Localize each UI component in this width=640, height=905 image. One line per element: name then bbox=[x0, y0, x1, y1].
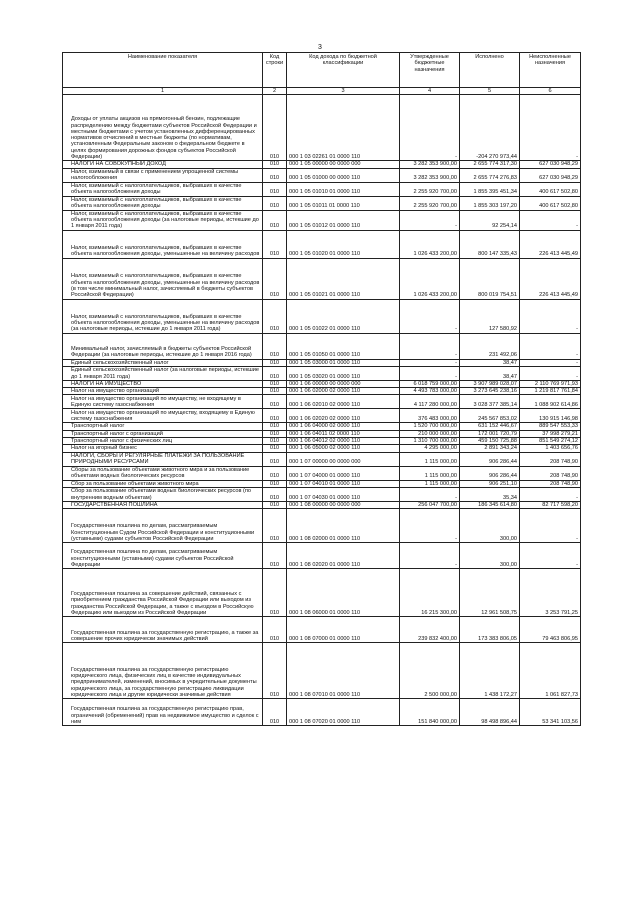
row-kbk: 000 1 06 00000 00 0000 000 bbox=[287, 380, 400, 387]
row-plan: 2 255 920 700,00 bbox=[400, 196, 460, 210]
table-row bbox=[63, 299, 581, 333]
row-code: 010 bbox=[263, 161, 287, 168]
row-done: 800 019 754,51 bbox=[460, 258, 520, 299]
row-name-text: Транспортный налог с физических лиц bbox=[71, 438, 173, 445]
row-kbk: 000 1 05 03000 01 0000 110 bbox=[287, 359, 400, 366]
col-number: 3 bbox=[287, 88, 400, 95]
row-rest: 208 748,90 bbox=[520, 480, 581, 487]
row-name bbox=[63, 543, 263, 569]
col-header-rest: Неисполненные назначения bbox=[520, 53, 581, 88]
row-plan: 210 000 000,00 bbox=[400, 430, 460, 437]
row-plan: - bbox=[400, 210, 460, 230]
row-rest: - bbox=[520, 359, 581, 366]
row-kbk: 000 1 03 02261 01 0000 110 bbox=[287, 95, 400, 161]
row-done: 459 150 725,88 bbox=[460, 438, 520, 445]
row-plan: 1 520 700 000,00 bbox=[400, 423, 460, 430]
row-code: 010 bbox=[263, 182, 287, 196]
row-rest: 226 413 445,49 bbox=[520, 230, 581, 258]
row-done: 800 147 335,43 bbox=[460, 230, 520, 258]
row-rest: - bbox=[520, 95, 581, 161]
row-rest: 130 915 146,98 bbox=[520, 409, 581, 423]
revenue-table bbox=[62, 52, 581, 726]
row-done: 1 855 395 451,34 bbox=[460, 182, 520, 196]
row-rest: 400 617 502,80 bbox=[520, 196, 581, 210]
row-rest: 627 030 948,29 bbox=[520, 161, 581, 168]
row-name bbox=[63, 210, 263, 230]
col-number: 5 bbox=[460, 88, 520, 95]
row-code: 010 bbox=[263, 569, 287, 617]
row-plan: 1 115 000,00 bbox=[400, 466, 460, 480]
table-row bbox=[63, 230, 581, 258]
row-rest: 627 030 948,29 bbox=[520, 168, 581, 182]
row-name bbox=[63, 366, 263, 380]
row-name-text: Государственная пошлина по делам, рассматриваемым Конституционным Судом Российской Федерации и конституционными (уставными) судами субъектов Российской Федерации bbox=[71, 523, 255, 542]
row-plan: - bbox=[400, 487, 460, 501]
table-row bbox=[63, 423, 581, 430]
row-code: 010 bbox=[263, 480, 287, 487]
row-rest: 1 088 902 614,86 bbox=[520, 395, 581, 409]
page-number: 3 bbox=[318, 44, 322, 51]
row-name-text: Единый сельскохозяйственный налог bbox=[71, 359, 169, 366]
row-kbk: 000 1 05 01011 01 0000 110 bbox=[287, 196, 400, 210]
row-code: 010 bbox=[263, 196, 287, 210]
col-header-plan: Утвержденные бюджетные назначения bbox=[400, 53, 460, 88]
row-kbk: 000 1 08 00000 00 0000 000 bbox=[287, 501, 400, 508]
row-code: 010 bbox=[263, 643, 287, 699]
row-plan: 1 026 433 200,00 bbox=[400, 230, 460, 258]
col-header-kbk: Код дохода по бюджетной классификации bbox=[287, 53, 400, 88]
row-plan: 16 215 300,00 bbox=[400, 569, 460, 617]
row-code: 010 bbox=[263, 487, 287, 501]
row-name bbox=[63, 196, 263, 210]
table-row bbox=[63, 543, 581, 569]
row-plan: 2 255 920 700,00 bbox=[400, 182, 460, 196]
row-kbk: 000 1 05 03020 01 0000 110 bbox=[287, 366, 400, 380]
row-kbk: 000 1 05 01050 01 0000 110 bbox=[287, 333, 400, 359]
row-name-text: Налог, взимаемый с налогоплательщиков, выбравших в качестве объекта налогообложения доходы, уменьшенные на величину расходов bbox=[71, 245, 260, 258]
row-plan: - bbox=[400, 299, 460, 333]
row-name-text: НАЛОГИ НА ИМУЩЕСТВО bbox=[71, 380, 142, 387]
row-name bbox=[63, 161, 263, 168]
row-name-text: Налог на игорный бизнес bbox=[71, 445, 137, 452]
row-done: 1 855 303 197,20 bbox=[460, 196, 520, 210]
row-code: 010 bbox=[263, 366, 287, 380]
col-header-code: Код строки bbox=[263, 53, 287, 88]
row-name bbox=[63, 430, 263, 437]
row-name-text: Налог, взимаемый с налогоплательщиков, выбравших в качестве объекта налогообложения доходы (за налоговые периоды, истекшие до 1 января 2011 года) bbox=[71, 210, 259, 230]
row-code: 010 bbox=[263, 452, 287, 466]
row-kbk: 000 1 07 00000 00 0000 000 bbox=[287, 452, 400, 466]
col-number: 4 bbox=[400, 88, 460, 95]
row-name bbox=[63, 445, 263, 452]
row-rest: 79 463 806,95 bbox=[520, 617, 581, 643]
table-row bbox=[63, 168, 581, 182]
row-done: 98 498 896,44 bbox=[460, 699, 520, 726]
row-name bbox=[63, 487, 263, 501]
row-code: 010 bbox=[263, 617, 287, 643]
row-code: 010 bbox=[263, 333, 287, 359]
row-kbk: 000 1 07 04030 01 0000 110 bbox=[287, 487, 400, 501]
row-name-text: Налог на имущество организаций по имуществу, не входящему в Единую систему газоснабжения bbox=[71, 395, 241, 409]
row-code: 010 bbox=[263, 430, 287, 437]
row-name bbox=[63, 643, 263, 699]
row-plan: - bbox=[400, 509, 460, 543]
table-row bbox=[63, 699, 581, 726]
row-name bbox=[63, 480, 263, 487]
row-plan: 376 483 000,00 bbox=[400, 409, 460, 423]
row-plan: 1 115 000,00 bbox=[400, 452, 460, 466]
row-done: 2 891 343,24 bbox=[460, 445, 520, 452]
table-row bbox=[63, 501, 581, 508]
row-kbk: 000 1 07 04010 01 0000 110 bbox=[287, 480, 400, 487]
row-rest: 2 110 769 971,93 bbox=[520, 380, 581, 387]
row-code: 010 bbox=[263, 438, 287, 445]
row-name-text: Государственная пошлина за совершение действий, связанных с приобретением гражданства Российской Федерации или выходом из гражданства Российской Федерации, а также с въездом в Российскую Федерацию или выездом из Российской Федерации bbox=[71, 591, 254, 616]
row-kbk: 000 1 08 06000 01 0000 110 bbox=[287, 569, 400, 617]
col-number: 1 bbox=[63, 88, 263, 95]
row-plan: - bbox=[400, 543, 460, 569]
row-code: 010 bbox=[263, 509, 287, 543]
row-name-text: Единый сельскохозяйственный налог (за налоговые периоды, истекшие до 1 января 2011 года) bbox=[71, 367, 260, 380]
row-rest: - bbox=[520, 366, 581, 380]
row-code: 010 bbox=[263, 380, 287, 387]
table-row bbox=[63, 95, 581, 161]
row-name-text: ГОСУДАРСТВЕННАЯ ПОШЛИНА bbox=[71, 501, 158, 508]
table-row bbox=[63, 466, 581, 480]
table-row bbox=[63, 438, 581, 445]
row-kbk: 000 1 05 01010 01 0000 110 bbox=[287, 182, 400, 196]
row-name-text: Доходы от уплаты акцизов на прямогонный бензин, подлежащие распределению между бюджетами субъектов Российской Федерации и местными бюджетами с учетом установленных дифференцированных нормативов отчислений в местные бюджеты (по нормативам, установленным Федеральным законом о федеральном бюджете в целях формирования дорожных фондов субъектов Российской Федерации) bbox=[71, 116, 257, 160]
row-name-text: Сбор за пользование объектами водных биологических ресурсов (по внутренним водным объектам) bbox=[71, 488, 251, 501]
row-code: 010 bbox=[263, 210, 287, 230]
row-kbk: 000 1 08 07020 01 0000 110 bbox=[287, 699, 400, 726]
table-row bbox=[63, 258, 581, 299]
row-name-text: Транспортный налог bbox=[71, 423, 125, 430]
table-row bbox=[63, 196, 581, 210]
row-name bbox=[63, 617, 263, 643]
row-code: 010 bbox=[263, 95, 287, 161]
col-number: 2 bbox=[263, 88, 287, 95]
row-name bbox=[63, 380, 263, 387]
row-rest: - bbox=[520, 333, 581, 359]
row-rest: - bbox=[520, 299, 581, 333]
row-kbk: 000 1 06 02010 02 0000 110 bbox=[287, 395, 400, 409]
row-rest: 400 617 502,80 bbox=[520, 182, 581, 196]
row-name bbox=[63, 438, 263, 445]
row-kbk: 000 1 08 07000 01 0000 110 bbox=[287, 617, 400, 643]
row-done: 127 580,92 bbox=[460, 299, 520, 333]
table-row bbox=[63, 210, 581, 230]
column-number-row bbox=[63, 88, 581, 95]
row-name-text: Налог, взимаемый с налогоплательщиков, выбравших в качестве объекта налогообложения доходы, уменьшенные на величину расходов (за налоговые периоды, истекшие до 1 января 2011 года) bbox=[71, 313, 260, 333]
table-row bbox=[63, 380, 581, 387]
row-name-text: Налог, взимаемый с налогоплательщиков, выбравших в качестве объекта налогообложения доходы bbox=[71, 183, 242, 196]
table-header-row bbox=[63, 53, 581, 88]
row-kbk: 000 1 06 05000 02 0000 110 bbox=[287, 445, 400, 452]
table-row bbox=[63, 409, 581, 423]
row-code: 010 bbox=[263, 168, 287, 182]
row-kbk: 000 1 06 02020 02 0000 110 bbox=[287, 409, 400, 423]
row-code: 010 bbox=[263, 423, 287, 430]
row-code: 010 bbox=[263, 445, 287, 452]
table-row bbox=[63, 452, 581, 466]
row-kbk: 000 1 05 00000 00 0000 000 bbox=[287, 161, 400, 168]
row-name-text: Налог, взимаемый в связи с применением упрощенной системы налогообложения bbox=[71, 169, 239, 182]
row-rest: 1 219 817 761,84 bbox=[520, 388, 581, 395]
row-kbk: 000 1 05 01022 01 0000 110 bbox=[287, 299, 400, 333]
row-name bbox=[63, 299, 263, 333]
row-name bbox=[63, 501, 263, 508]
row-code: 010 bbox=[263, 359, 287, 366]
table-row bbox=[63, 359, 581, 366]
row-name-text: Государственная пошлина за государственную регистрацию, а также за совершение прочих юридически значимых действий bbox=[71, 629, 259, 642]
row-code: 010 bbox=[263, 230, 287, 258]
row-rest: 889 547 553,33 bbox=[520, 423, 581, 430]
row-kbk: 000 1 08 02000 01 0000 110 bbox=[287, 509, 400, 543]
row-rest: 208 748,90 bbox=[520, 466, 581, 480]
col-header-done: Исполнено bbox=[460, 53, 520, 88]
row-plan: 3 282 353 900,00 bbox=[400, 168, 460, 182]
row-plan: - bbox=[400, 366, 460, 380]
row-name-text: Налог, взимаемый с налогоплательщиков, выбравших в качестве объекта налогообложения доходы, уменьшенные на величину расходов (в том числе минимальный налог, зачисляемый в бюджеты субъектов Российской Федерации) bbox=[71, 273, 260, 299]
row-done: 3 907 989 028,07 bbox=[460, 380, 520, 387]
row-name bbox=[63, 699, 263, 726]
row-name-text: Налог, взимаемый с налогоплательщиков, выбравших в качестве объекта налогообложения доходы bbox=[71, 197, 242, 210]
row-rest: 37 998 279,21 bbox=[520, 430, 581, 437]
row-done: 231 492,06 bbox=[460, 333, 520, 359]
row-done: 906 286,44 bbox=[460, 452, 520, 466]
row-kbk: 000 1 05 01000 00 0000 110 bbox=[287, 168, 400, 182]
row-name-text: Государственная пошлина за государственную регистрацию юридического лица, физических лиц в качестве индивидуальных предпринимателей, изменений, вносимых в учредительные документы юридического лица, за государственную регистрацию ликвидации юридического лица и другие юридически значимые действия bbox=[71, 666, 257, 698]
row-name bbox=[63, 359, 263, 366]
row-rest: 1 061 827,73 bbox=[520, 643, 581, 699]
row-name bbox=[63, 569, 263, 617]
row-name bbox=[63, 409, 263, 423]
row-code: 010 bbox=[263, 409, 287, 423]
row-name-text: Государственная пошлина за государственную регистрацию прав, ограничений (обременений) прав на недвижимое имущество и сделок с ним bbox=[71, 706, 259, 725]
table-row bbox=[63, 430, 581, 437]
row-plan: 4 295 000,00 bbox=[400, 445, 460, 452]
row-done: 631 152 446,67 bbox=[460, 423, 520, 430]
row-kbk: 000 1 06 04000 02 0000 110 bbox=[287, 423, 400, 430]
row-rest: - bbox=[520, 487, 581, 501]
row-plan: 256 047 700,00 bbox=[400, 501, 460, 508]
row-name-text: Государственная пошлина по делам, рассматриваемым конституционными (уставными) судами субъектов Российской Федерации bbox=[71, 549, 234, 568]
row-kbk: 000 1 08 02020 01 0000 110 bbox=[287, 543, 400, 569]
table-row bbox=[63, 617, 581, 643]
row-plan: 6 018 759 000,00 bbox=[400, 380, 460, 387]
row-done: 38,47 bbox=[460, 366, 520, 380]
row-kbk: 000 1 06 04012 02 0000 110 bbox=[287, 438, 400, 445]
col-header-name: Наименование показателя bbox=[63, 53, 263, 88]
row-plan: - bbox=[400, 95, 460, 161]
table-row bbox=[63, 182, 581, 196]
row-done: 2 655 774 276,83 bbox=[460, 168, 520, 182]
row-name-text: Сбор за пользование объектами животного мира bbox=[71, 480, 199, 487]
row-plan: 1 115 000,00 bbox=[400, 480, 460, 487]
row-done: 172 001 720,79 bbox=[460, 430, 520, 437]
row-rest: 226 413 445,49 bbox=[520, 258, 581, 299]
row-kbk: 000 1 08 07010 01 0000 110 bbox=[287, 643, 400, 699]
row-code: 010 bbox=[263, 395, 287, 409]
row-plan: 1 026 433 200,00 bbox=[400, 258, 460, 299]
table-row bbox=[63, 366, 581, 380]
row-done: 3 273 645 238,16 bbox=[460, 388, 520, 395]
row-done: -204 270 973,44 bbox=[460, 95, 520, 161]
row-rest: - bbox=[520, 543, 581, 569]
row-name bbox=[63, 423, 263, 430]
row-plan: 1 310 700 000,00 bbox=[400, 438, 460, 445]
row-plan: 239 832 400,00 bbox=[400, 617, 460, 643]
row-kbk: 000 1 05 01012 01 0000 110 bbox=[287, 210, 400, 230]
row-name bbox=[63, 466, 263, 480]
row-done: 300,00 bbox=[460, 543, 520, 569]
row-name bbox=[63, 333, 263, 359]
row-plan: 3 282 353 900,00 bbox=[400, 161, 460, 168]
row-done: 12 961 508,75 bbox=[460, 569, 520, 617]
row-plan: 151 840 000,00 bbox=[400, 699, 460, 726]
row-kbk: 000 1 05 01020 01 0000 110 bbox=[287, 230, 400, 258]
col-number: 6 bbox=[520, 88, 581, 95]
row-name bbox=[63, 395, 263, 409]
row-code: 010 bbox=[263, 543, 287, 569]
row-name bbox=[63, 509, 263, 543]
table-row bbox=[63, 569, 581, 617]
row-done: 35,34 bbox=[460, 487, 520, 501]
table-row bbox=[63, 333, 581, 359]
row-rest: - bbox=[520, 509, 581, 543]
table-row bbox=[63, 388, 581, 395]
row-done: 3 028 377 385,14 bbox=[460, 395, 520, 409]
row-done: 92 254,14 bbox=[460, 210, 520, 230]
row-plan: 4 117 280 000,00 bbox=[400, 395, 460, 409]
row-kbk: 000 1 06 04011 02 0000 110 bbox=[287, 430, 400, 437]
row-plan: 4 493 783 000,00 bbox=[400, 388, 460, 395]
row-code: 010 bbox=[263, 466, 287, 480]
row-rest: 851 549 274,12 bbox=[520, 438, 581, 445]
row-done: 906 251,10 bbox=[460, 480, 520, 487]
row-name-text: НАЛОГИ НА СОВОКУПНЫЙ ДОХОД bbox=[71, 161, 166, 168]
row-code: 010 bbox=[263, 501, 287, 508]
row-kbk: 000 1 05 01021 01 0000 110 bbox=[287, 258, 400, 299]
row-kbk: 000 1 07 04000 01 0000 110 bbox=[287, 466, 400, 480]
row-name-text: НАЛОГИ, СБОРЫ И РЕГУЛЯРНЫЕ ПЛАТЕЖИ ЗА ПОЛЬЗОВАНИЕ ПРИРОДНЫМИ РЕСУРСАМИ bbox=[71, 453, 245, 466]
row-name-text: Транспортный налог с организаций bbox=[71, 430, 163, 437]
table-row bbox=[63, 445, 581, 452]
row-rest: 1 403 656,76 bbox=[520, 445, 581, 452]
table-row bbox=[63, 480, 581, 487]
row-name bbox=[63, 388, 263, 395]
row-done: 906 286,44 bbox=[460, 466, 520, 480]
row-name bbox=[63, 182, 263, 196]
row-plan: - bbox=[400, 333, 460, 359]
row-name bbox=[63, 452, 263, 466]
row-done: 173 383 806,05 bbox=[460, 617, 520, 643]
row-name bbox=[63, 258, 263, 299]
row-done: 2 655 774 317,30 bbox=[460, 161, 520, 168]
row-name bbox=[63, 168, 263, 182]
table-row bbox=[63, 161, 581, 168]
row-name-text: Сборы за пользование объектами животного мира и за пользование объектами водных биологических ресурсов bbox=[71, 467, 250, 480]
row-kbk: 000 1 06 02000 02 0000 110 bbox=[287, 388, 400, 395]
row-done: 186 345 614,80 bbox=[460, 501, 520, 508]
row-name bbox=[63, 230, 263, 258]
row-code: 010 bbox=[263, 299, 287, 333]
row-code: 010 bbox=[263, 258, 287, 299]
row-rest: 3 253 791,25 bbox=[520, 569, 581, 617]
table-row bbox=[63, 509, 581, 543]
row-code: 010 bbox=[263, 699, 287, 726]
table-row bbox=[63, 395, 581, 409]
row-done: 245 567 853,02 bbox=[460, 409, 520, 423]
row-plan: - bbox=[400, 359, 460, 366]
row-rest: - bbox=[520, 210, 581, 230]
row-name bbox=[63, 95, 263, 161]
row-name-text: Налог на имущество организаций bbox=[71, 388, 159, 395]
row-name-text: Минимальный налог, зачисляемый в бюджеты субъектов Российской Федерации (за налоговые периоды, истекшие до 1 января 2016 года) bbox=[71, 346, 252, 359]
row-rest: 82 717 598,20 bbox=[520, 501, 581, 508]
row-rest: 53 341 103,56 bbox=[520, 699, 581, 726]
row-done: 38,47 bbox=[460, 359, 520, 366]
row-done: 300,00 bbox=[460, 509, 520, 543]
row-done: 1 438 172,27 bbox=[460, 643, 520, 699]
row-name-text: Налог на имущество организаций по имуществу, входящему в Единую систему газоснабжения bbox=[71, 409, 255, 423]
table-row bbox=[63, 487, 581, 501]
row-code: 010 bbox=[263, 388, 287, 395]
row-rest: 208 748,90 bbox=[520, 452, 581, 466]
row-plan: 2 500 000,00 bbox=[400, 643, 460, 699]
table-row bbox=[63, 643, 581, 699]
